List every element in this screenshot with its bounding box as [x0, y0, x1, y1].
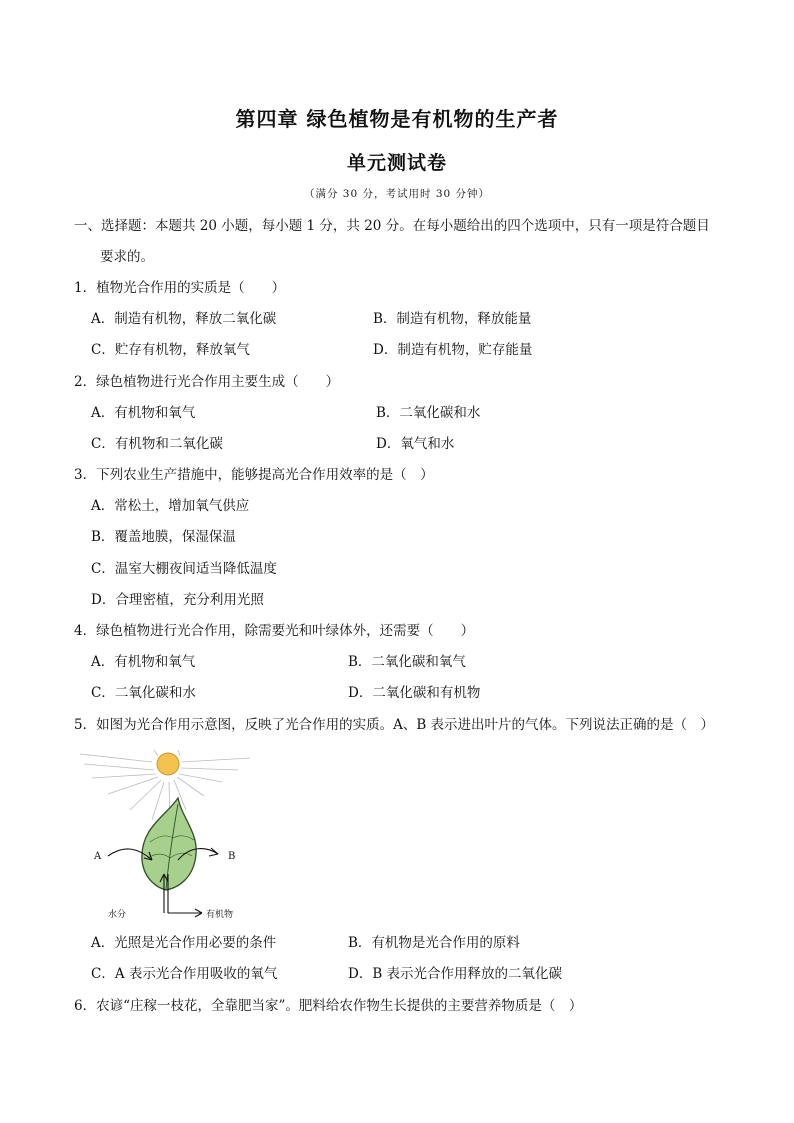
- label-b: B: [228, 851, 236, 862]
- option-c: C．A 表示光合作用吸收的氧气: [91, 966, 278, 982]
- option-a: A．常松土，增加氧气供应: [91, 498, 250, 514]
- option-a: A．有机物和氧气: [91, 654, 196, 670]
- option-a: A．制造有机物，释放二氧化碳: [91, 311, 277, 327]
- label-water: 水分: [108, 910, 127, 920]
- option-a: A．有机物和氧气: [91, 405, 196, 421]
- option-b: B．二氧化碳和氧气: [348, 654, 466, 670]
- option-d: D．合理密植，充分利用光照: [91, 592, 264, 608]
- option-d: D．B 表示光合作用释放的二氧化碳: [348, 966, 563, 982]
- option-d: D．二氧化碳和有机物: [348, 685, 481, 701]
- page-title: 第四章 绿色植物是有机物的生产者: [235, 107, 559, 131]
- question-stem: 5．如图为光合作用示意图，反映了光合作用的实质。A、B 表示进出叶片的气体。下列说法正确的是（ ）: [74, 717, 715, 733]
- option-d: D．氧气和水: [376, 436, 455, 452]
- leaf-icon: [142, 798, 196, 890]
- photosynthesis-diagram: [78, 748, 258, 928]
- label-a: A: [94, 851, 102, 862]
- option-c: C．二氧化碳和水: [91, 685, 196, 701]
- option-b: B．覆盖地膜，保湿保温: [91, 529, 236, 545]
- question-stem: 4．绿色植物进行光合作用，除需要光和叶绿体外，还需要（ ）: [74, 623, 475, 639]
- question-stem: 6．农谚“庄稼一枝花，全靠肥当家”。肥料给农作物生长提供的主要营养物质是（ ）: [74, 998, 583, 1014]
- option-c: C．温室大棚夜间适当降低温度: [91, 561, 277, 577]
- option-c: C．有机物和二氧化碳: [91, 436, 223, 452]
- option-a: A．光照是光合作用必要的条件: [91, 935, 277, 951]
- exam-info: （满分 30 分，考试用时 30 分钟）: [303, 188, 491, 200]
- option-b: B．有机物是光合作用的原料: [348, 935, 520, 951]
- question-stem: 1．植物光合作用的实质是（ ）: [74, 280, 286, 296]
- question-stem: 2．绿色植物进行光合作用主要生成（ ）: [74, 374, 340, 390]
- option-b: B．二氧化碳和水: [376, 405, 481, 421]
- option-d: D．制造有机物，贮存能量: [373, 342, 533, 358]
- label-organic: 有机物: [206, 910, 234, 920]
- option-b: B．制造有机物，释放能量: [373, 311, 532, 327]
- section-heading-cont: 要求的。: [100, 249, 154, 265]
- section-heading: 一、选择题：本题共 20 小题，每小题 1 分，共 20 分。在每小题给出的四个选项中，只有一项是符合题目: [74, 218, 710, 234]
- sun-icon: [157, 753, 179, 775]
- question-stem: 3．下列农业生产措施中，能够提高光合作用效率的是（ ）: [74, 467, 434, 483]
- page-subtitle: 单元测试卷: [346, 152, 447, 174]
- option-c: C．贮存有机物，释放氧气: [91, 342, 250, 358]
